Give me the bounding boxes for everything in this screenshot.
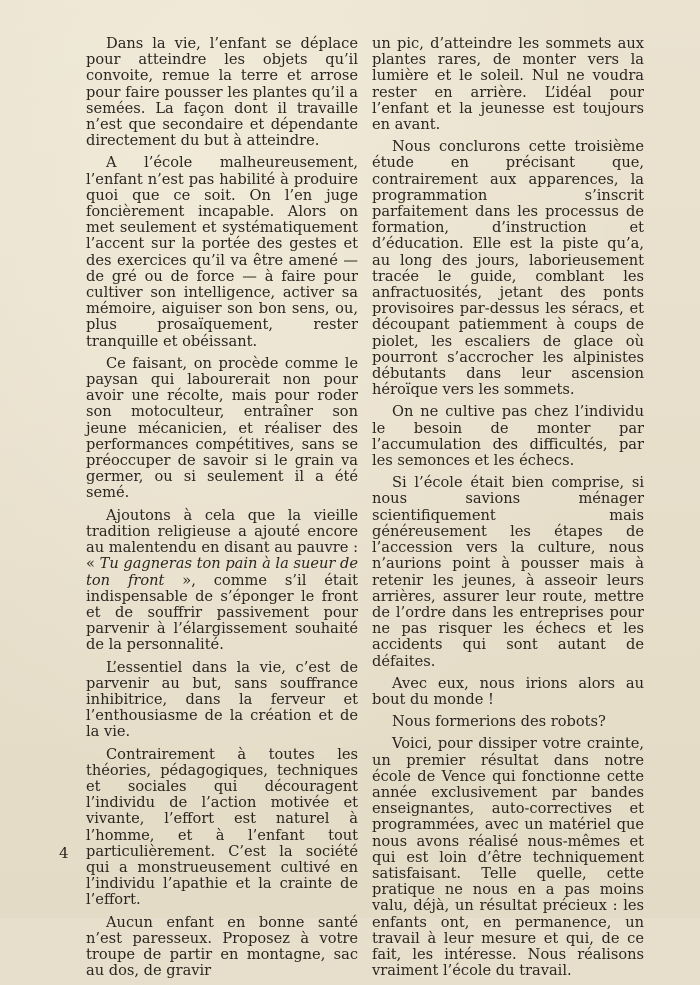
paragraph [86,508,358,654]
quote: Tu gagneras ton pain à la sueur de ton front [86,555,358,589]
paragraph: Avec eux, nous irions alors au bout du monde ! [372,674,644,708]
paragraph: Nous formerions des robots? [392,713,606,731]
paragraph: Nous conclurons cette troisième étude en précisant que, contrairement aux apparences, la programmation s’inscrit parfaitement dans les processus de formation, d’instruction et d’éducation. Elle est la piste qu’a, au long des jours, laborieusement tracée le guide, comblant les anfractuosités, jetant des ponts provisoires par-dessus les séracs, et découpant patiemment à coups de piolet, les escaliers de glace où pourront s’accrocher les alpinistes débutants dans leur ascension héroïque vers les sommets. [372,138,644,399]
paragraph: A l’école malheureusement, l’enfant n’est pas habilité à produire quoi que ce soit. On l’en juge foncièrement incapable. Alors on met seulement et systématiquement l’accent sur la portée des gestes et des exercices qu’il va être amené — de gré ou de force — à faire pour cultiver son intelligence, activer sa mémoire, aiguiser son bon sens, ou, plus prosaïquement, rester tranquille et obéissant. [86,154,358,350]
text-run: », comme s’il était indispensable de s’éponger le front et de souffrir passivement pour parvenir à l’élargissement souhaité de la personnalité. [86,571,358,654]
paragraph: Ce faisant, on procède comme le paysan qui labourerait non pour avoir une récolte, mais pour roder son motoculteur, entraîner son jeune mécanicien, et réaliser des performances compétitives, sans se préoccuper de savoir si le grain va germer, ou si seulement il a été semé. [86,354,358,502]
page-number: 4 [59,844,69,862]
paragraph: L’essentiel dans la vie, c’est de parvenir au but, sans souffrance inhibitrice, dans la ferveur et l’enthousiasme de la création et de la vie. [86,658,358,741]
right-column [372,36,644,985]
paragraph: Contrairement à toutes les théories, pédagogiques, techniques et sociales qui découragent l’individu de l’action motivée et vivante, l’effort est naturel à l’homme, et à l’enfant tout particulièrement. C’est la société qui a monstrueusement cultivé en l’individu l’apathie et la crainte de l’effort. [86,745,358,909]
paragraph: Aucun enfant en bonne santé n’est paresseux. Proposez à votre troupe de partir en montagne, sac au dos, de gravir [86,913,358,980]
paragraph: Si l’école était bien comprise, si nous savions ménager scientifiquement mais généreusement les étapes de l’accession vers la culture, nous n’aurions point à pousser mais à retenir les jeunes, à asseoir leurs arrières, assurer leur route, mettre de l’ordre dans les entreprises pour ne pas risquer les échecs et les accidents qui sont autant de défaites. [372,474,644,670]
paragraph: Voici, pour dissiper votre crainte, un premier résultat dans notre école de Vence qui fonctionne cette année exclusivement par bandes enseignantes, auto-correctives et programmées, avec un matériel que nous avons réalisé nous-mêmes et qui est loin d’être techniquement satisfaisant. Telle quelle, cette pratique ne nous en a pas moins valu, déjà, un résultat précieux : les enfants ont, en permanence, un travail à leur mesure et qui, de ce fait, les intéresse. Nous réalisons vraiment l’école du travail. [372,735,644,980]
text-run: Ajoutons à cela que la vieille tradition religieuse a ajouté encore au malentendu en disant au pauvre : « [86,506,358,573]
paragraph: un pic, d’atteindre les sommets aux plantes rares, de monter vers la lumière et le soleil. Nul ne voudra rester en arrière. L’idéal pour l’enfant et la jeunesse est toujours en avant. [372,35,644,134]
left-column [86,36,358,985]
paragraph: Dans la vie, l’enfant se déplace pour atteindre les objets qu’il convoite, remue la terre et arrose pour faire pousser les plantes qu’il a semées. La façon dont il travaille n’est que secondaire et dépendante directement du but à atteindre. [86,35,358,150]
paragraph: On ne cultive pas chez l’individu le besoin de monter par l’accumulation des difficultés, par les semonces et les échecs. [372,403,644,470]
